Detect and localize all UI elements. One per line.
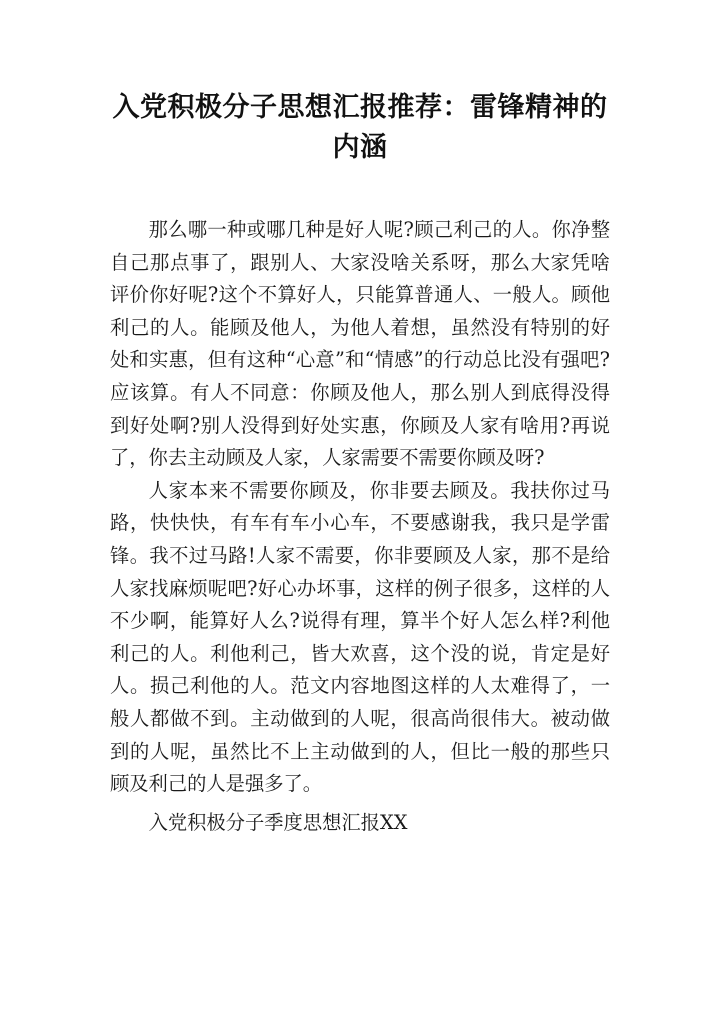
document-body: [110, 214, 610, 839]
document-title: 入党积极分子思想汇报推荐：雷锋精神的内涵: [112, 92, 608, 163]
body-paragraph-1: 那么哪一种或哪几种是好人呢?顾己利己的人。你净整自己那点事了，跟别人、大家没啥关系呀，那么大家凭啥评价你好呢?这个不算好人，只能算普通人、一般人。顾他利己的人。能顾及他人，为他人着想，虽然没有特别的好处和实惠，但有这种“心意”和“情感”的行动总比没有强吧?应该算。有人不同意：你顾及他人，那么别人到底得没得到好处啊?别人没得到好处实惠，你顾及人家有啥用?再说了，你去主动顾及人家，人家需要不需要你顾及呀?: [110, 218, 610, 470]
closing-line: 入党积极分子季度思想汇报XX: [148, 810, 408, 834]
body-paragraph-2: 人家本来不需要你顾及，你非要去顾及。我扶你过马路，快快快，有车有车小心车，不要感谢我，我只是学雷锋。我不过马路!人家不需要，你非要顾及人家，那不是给人家找麻烦呢吧?好心办坏事，这样的例子很多，这样的人不少啊，能算好人么?说得有理，算半个好人怎么样?利他利己的人。利他利己，皆大欢喜，这个没的说，肯定是好人。损己利他的人。范文内容地图这样的人太难得了，一般人都做不到。主动做到的人呢，很高尚很伟大。被动做到的人呢，虽然比不上主动做到的人，但比一般的那些只顾及利己的人是强多了。: [110, 478, 610, 796]
